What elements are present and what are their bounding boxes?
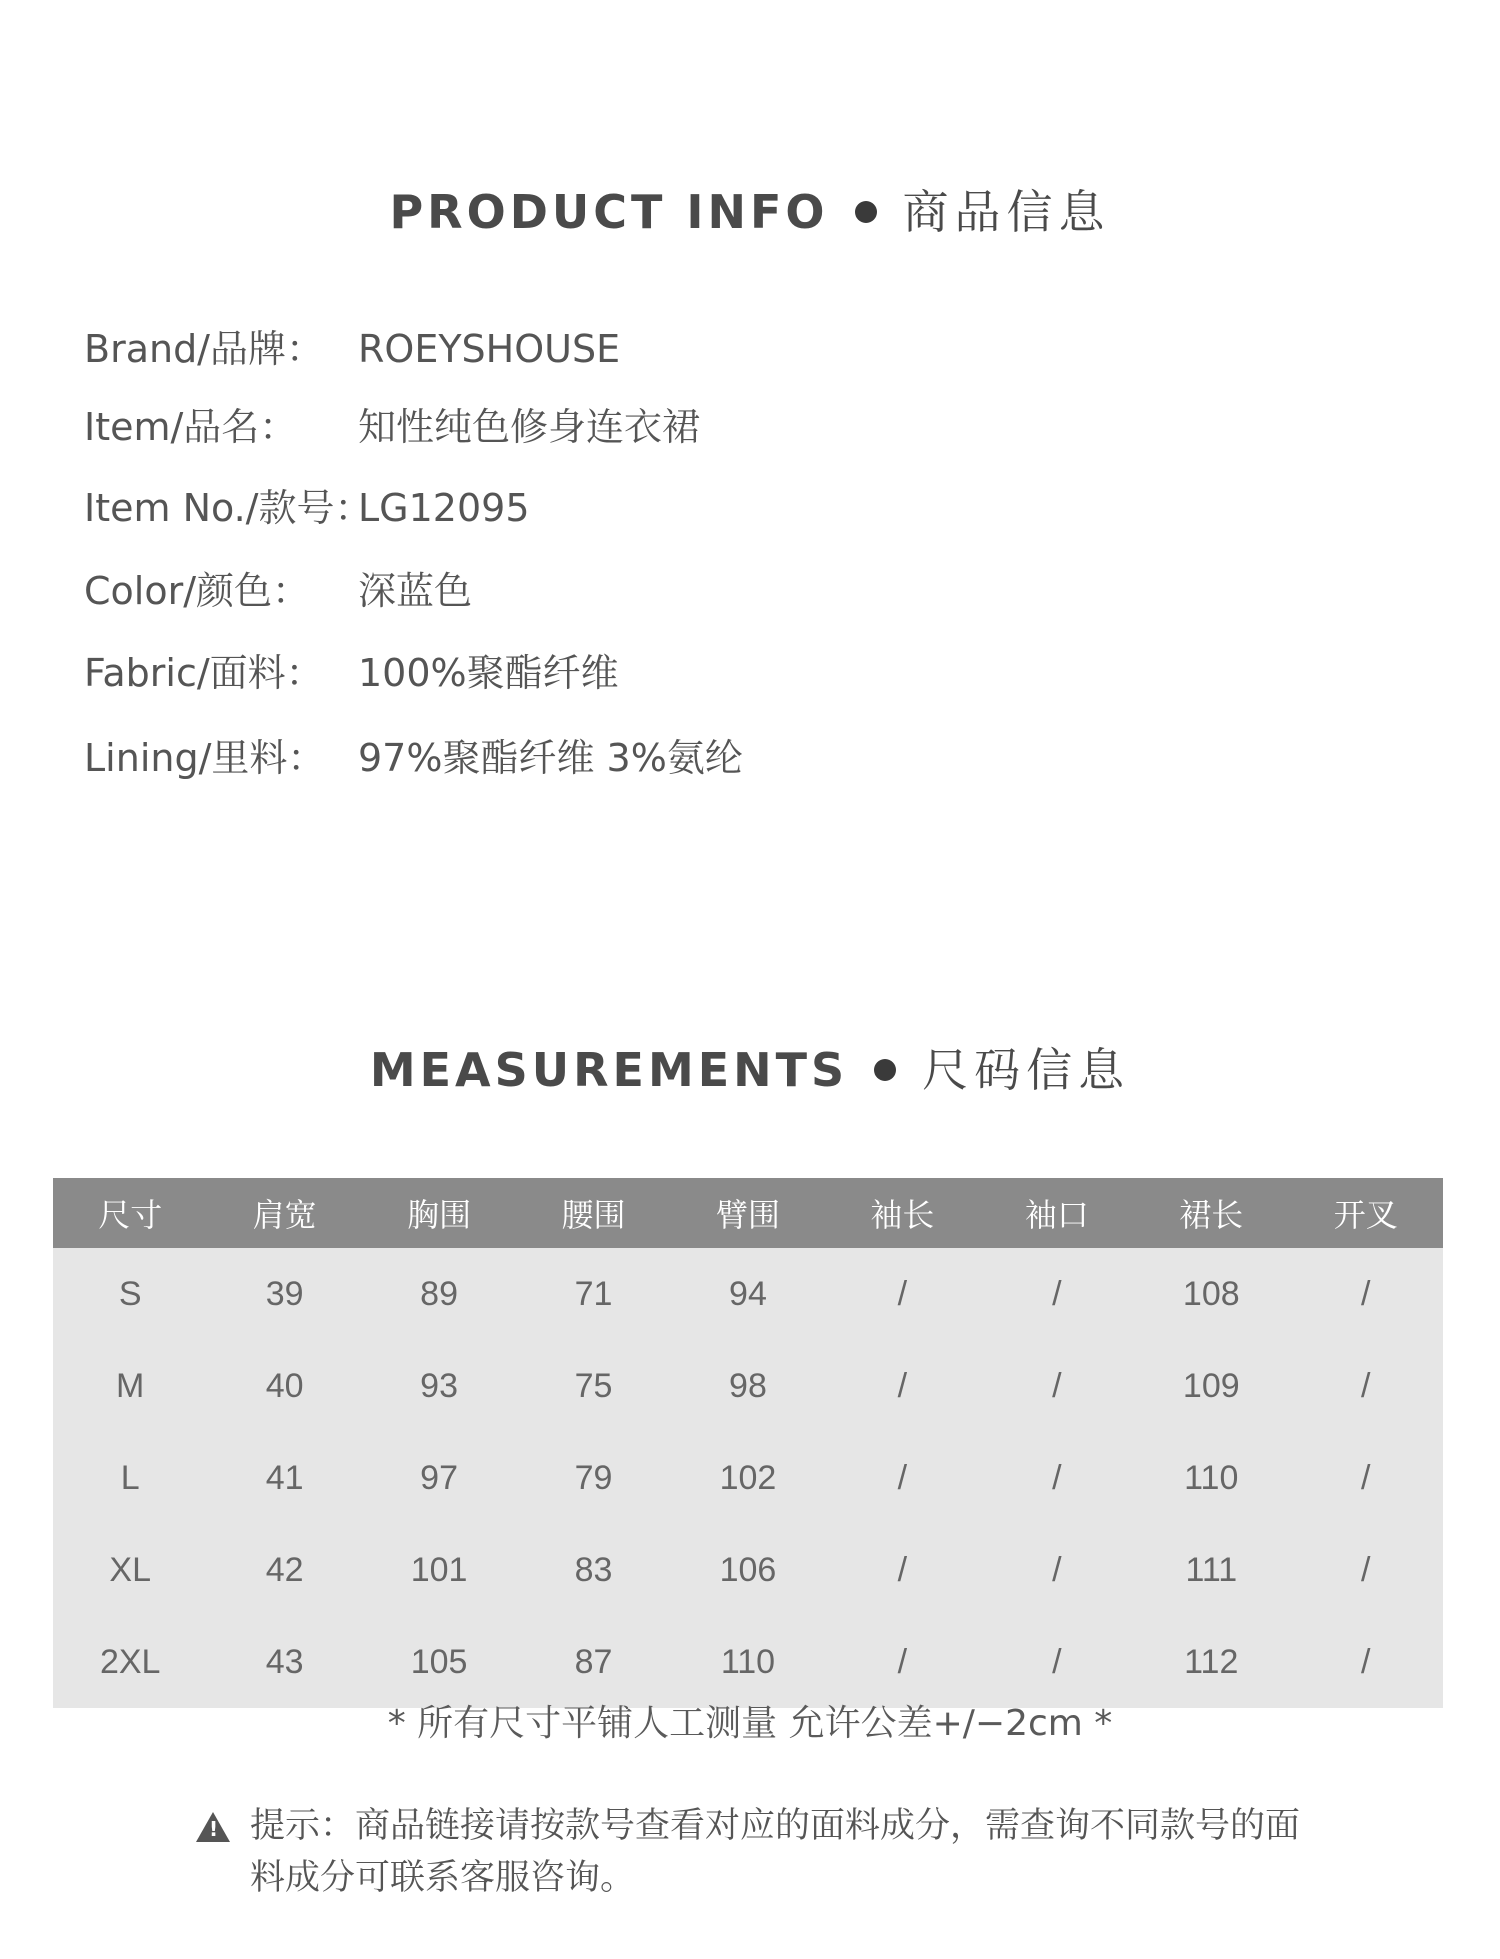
table-cell: 102 [719,1458,777,1497]
measurements-title-en: MEASUREMENTS [369,1043,849,1097]
product-info-title [0,176,1500,242]
table-cell: M [116,1366,145,1405]
info-label: Item/品名： [84,405,298,449]
table-cell: / [1052,1275,1062,1313]
table-cell: 110 [1184,1458,1239,1497]
table-cell: / [897,1366,908,1405]
size-table [53,1178,1443,1708]
header-cell: 裙长 [1179,1196,1244,1234]
tip-text: 提示：商品链接请按款号查看对应的面料成分，需查询不同款号的面料成分可联系客服咨询。 [250,1806,1301,1898]
info-row-lining [84,727,743,782]
info-label: Lining/里料： [84,736,326,780]
header-cell: 尺寸 [98,1196,163,1234]
product-info-title-cn: 商品信息 [902,185,1111,239]
measurement-note: * 所有尺寸平铺人工测量 允许公差+/−2cm * [387,1703,1113,1744]
table-cell: / [1361,1458,1371,1497]
info-row-item-no [84,477,530,532]
table-cell: / [1361,1550,1371,1589]
table-cell: S [118,1275,142,1313]
table-cell: / [1052,1642,1062,1681]
table-cell: 75 [574,1366,613,1405]
table-cell: / [1052,1366,1062,1405]
info-value: 100%聚酯纤维 [358,651,619,695]
info-row-fabric [84,642,619,697]
table-cell: / [1361,1275,1371,1313]
table-cell: / [1052,1550,1062,1589]
info-label: Brand/品牌： [84,327,324,371]
warning-icon [196,1812,230,1842]
table-cell: 40 [265,1366,304,1405]
table-cell: / [897,1458,908,1497]
info-label: Color/颜色： [84,569,311,613]
tip-block [196,1800,1326,1904]
info-value: LG12095 [358,486,530,530]
table-row [53,1524,1443,1616]
header-cell: 臂围 [715,1196,780,1234]
info-value: ROEYSHOUSE [358,327,621,371]
table-cell: / [897,1550,908,1589]
info-value: 97%聚酯纤维 3%氨纶 [358,736,743,780]
table-cell: 89 [420,1275,458,1313]
table-cell: 109 [1182,1366,1240,1405]
size-table-header [53,1178,1443,1248]
header-cell: 肩宽 [252,1196,317,1234]
measurements-title-cn: 尺码信息 [922,1043,1131,1097]
table-cell: / [897,1642,908,1681]
table-cell: XL [109,1550,152,1589]
table-cell: 83 [574,1550,613,1589]
info-label: Item No./款号： [84,486,373,530]
table-cell: 2XL [99,1642,161,1681]
bullet-dot-icon [874,1059,896,1081]
header-cell: 袖长 [870,1196,935,1234]
table-cell: / [897,1275,908,1313]
table-cell: 110 [720,1642,776,1681]
header-cell: 胸围 [407,1196,472,1234]
table-cell: 41 [265,1458,304,1497]
bullet-dot-icon [855,201,877,223]
table-cell: 79 [574,1458,613,1497]
table-cell: 97 [420,1458,458,1497]
table-cell: 39 [265,1275,304,1313]
table-cell: 43 [265,1642,304,1681]
info-value: 知性纯色修身连衣裙 [358,405,701,449]
table-cell: 98 [729,1366,767,1405]
table-cell: / [1361,1366,1371,1405]
table-cell: 112 [1184,1642,1239,1681]
table-cell: 94 [729,1275,767,1313]
table-cell: / [1361,1642,1371,1681]
table-cell: 105 [410,1642,468,1681]
table-cell: / [1052,1458,1062,1497]
info-row-brand [84,318,620,373]
table-cell: 71 [574,1275,613,1313]
table-cell: L [120,1458,140,1497]
measurements-title [0,1034,1500,1100]
table-cell: 111 [1185,1550,1238,1589]
info-label: Fabric/面料： [84,651,324,695]
info-row-color [84,560,472,615]
table-row [53,1248,1443,1340]
table-cell: 108 [1182,1275,1240,1313]
info-value: 深蓝色 [358,569,473,613]
header-cell: 开叉 [1333,1196,1398,1234]
header-cell: 腰围 [561,1196,626,1234]
table-cell: 93 [420,1366,458,1405]
table-cell: 101 [410,1550,468,1589]
table-row [53,1340,1443,1432]
table-row [53,1432,1443,1524]
product-info-title-en: PRODUCT INFO [389,185,829,239]
table-cell: 106 [719,1550,777,1589]
table-cell: 42 [265,1550,304,1589]
table-cell: 87 [574,1642,613,1681]
header-cell: 袖口 [1024,1196,1089,1234]
info-row-item [84,396,700,451]
